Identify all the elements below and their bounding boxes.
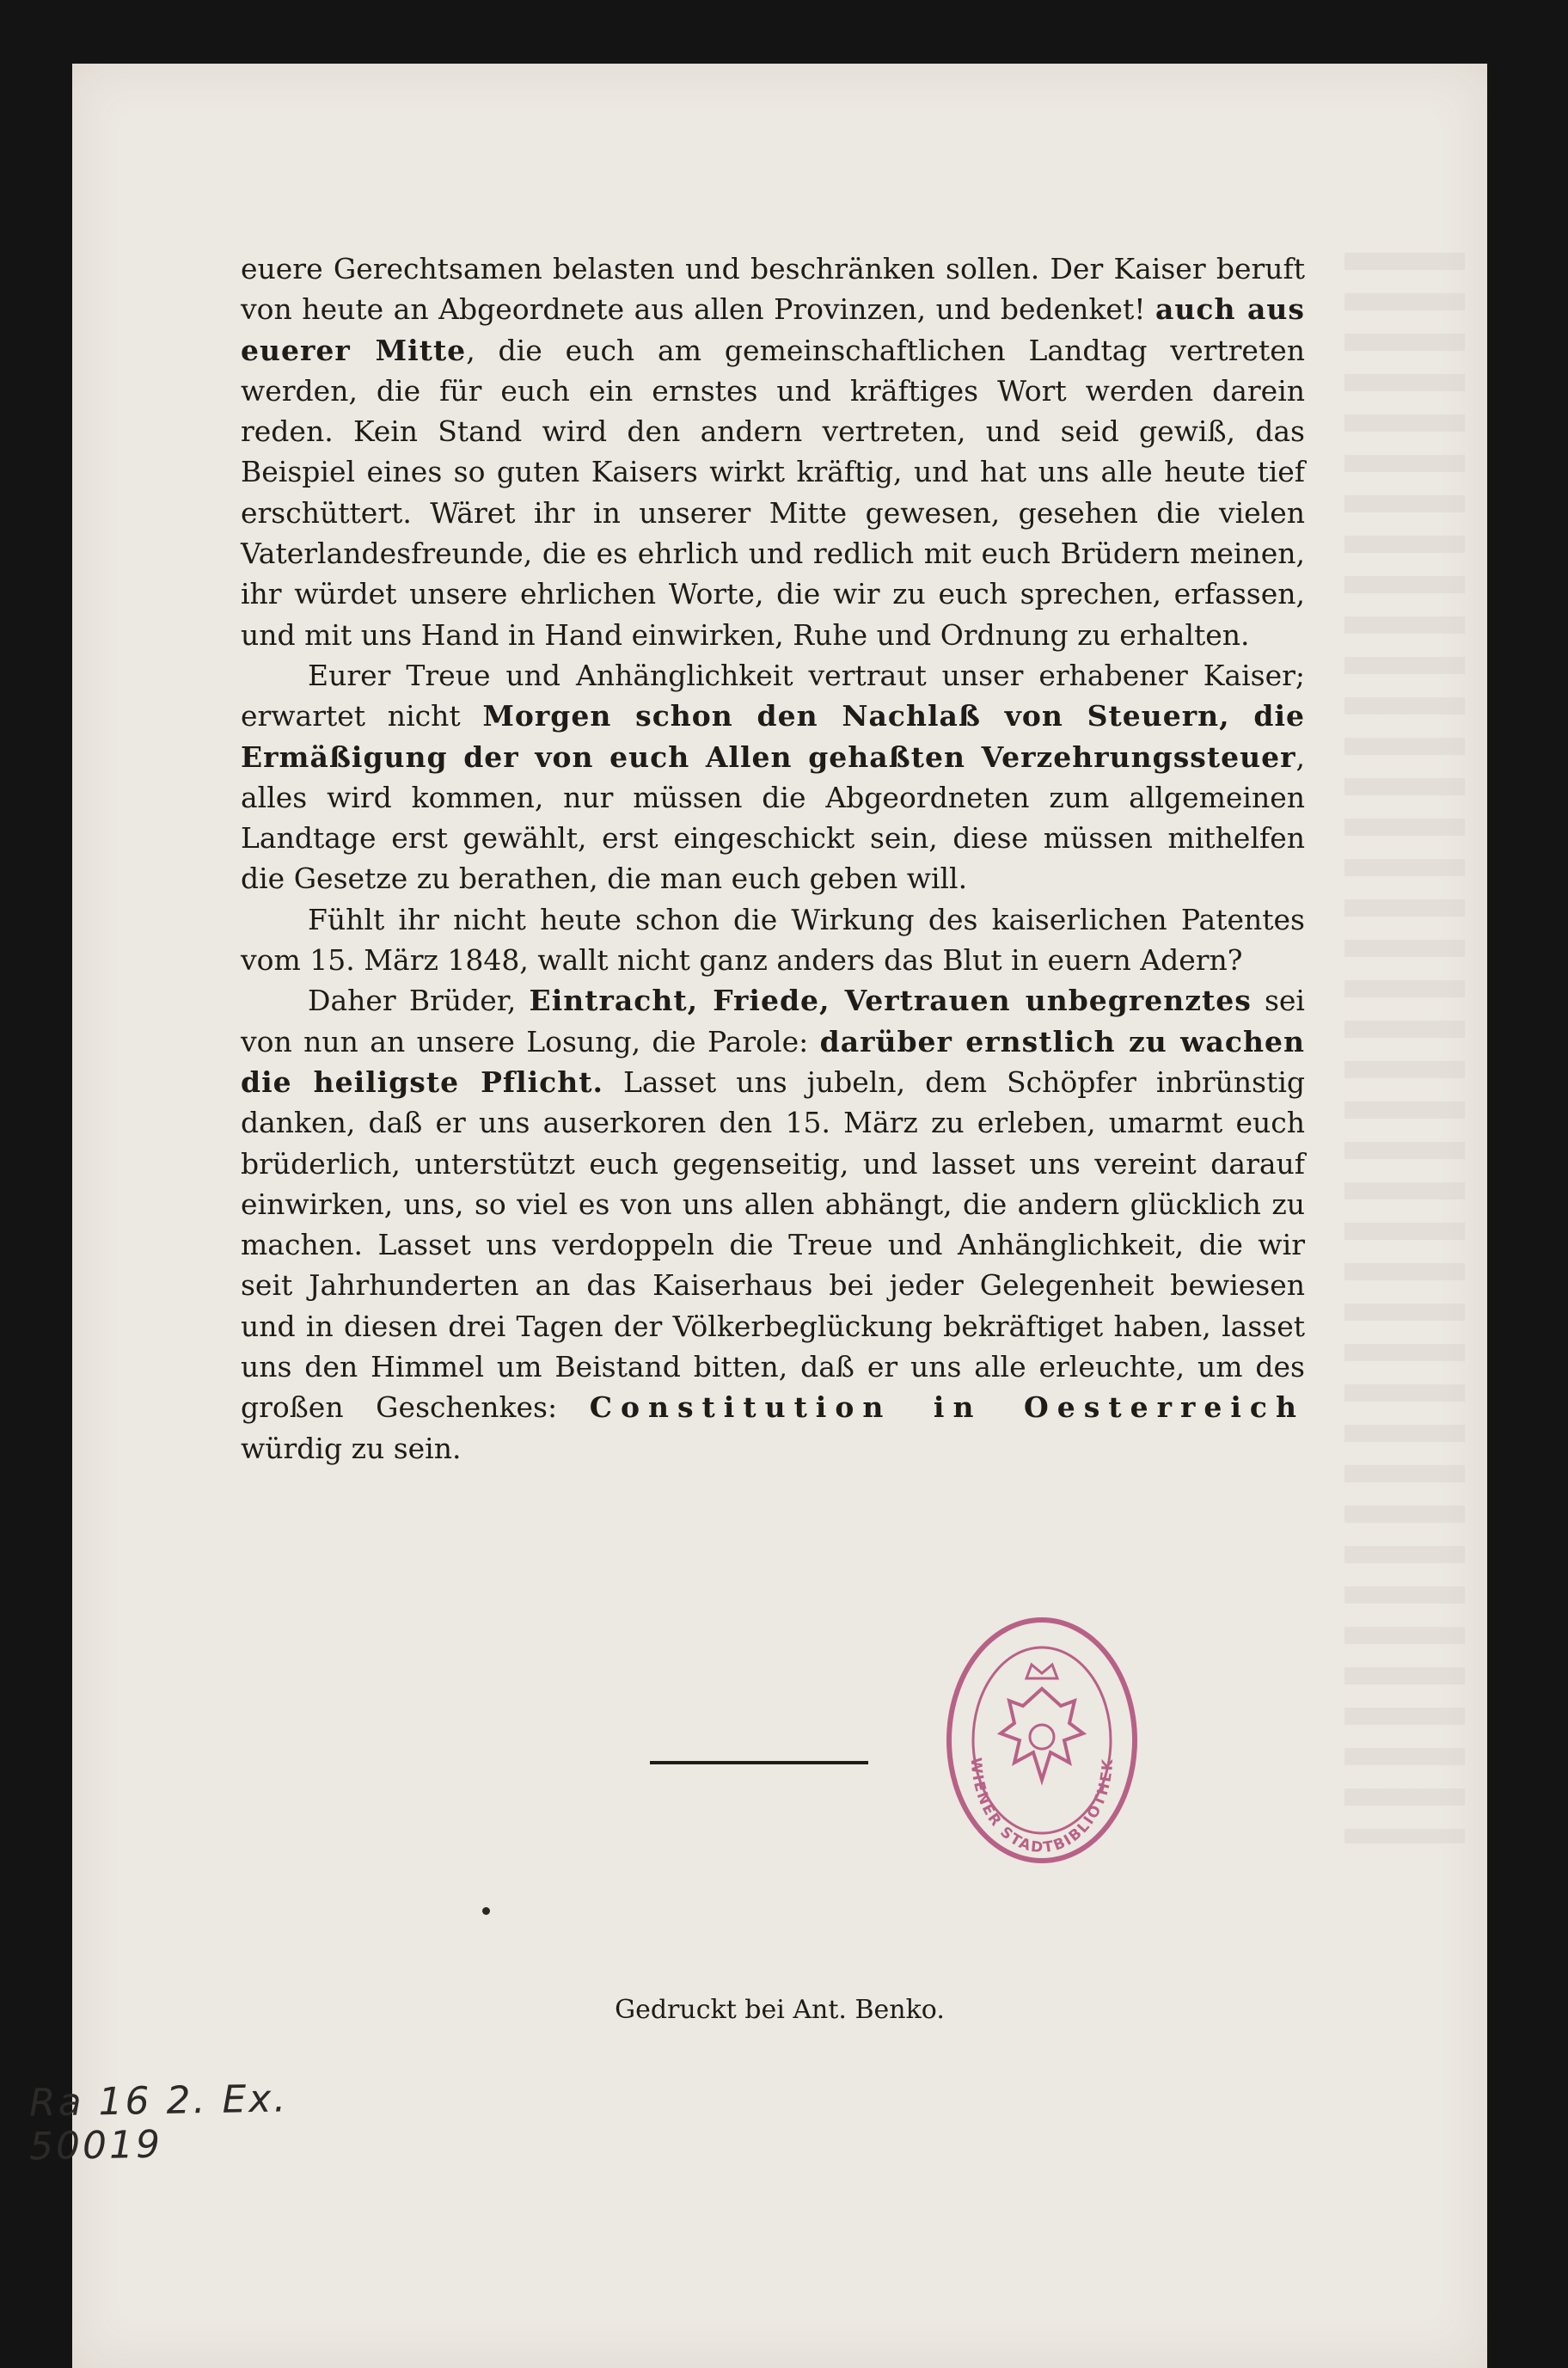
paragraph-2 xyxy=(241,655,1305,899)
paragraph-4-text-3: Lasset uns jubeln, dem Schöpfer inbrünstig danken, daß er uns auserkoren den 15. März zu erleben, umarmt euch brüderlich, unterstützt euch gegenseitig, und lasset uns vereint darauf einwirken, uns, so viel es von uns allen abhängt, die andern glücklich zu machen. Lasset uns verdoppeln die Treue und Anhänglichkeit, die wir seit Jahrhunderten an das Kaiserhaus bei jeder Gelegenheit bewiesen und in diesen drei Tagen der Völkerbeglückung bekräftiget haben, lasset uns den Himmel um Beistand bitten, daß er uns alle erleuchte, um des großen Geschenkes: xyxy=(241,1064,1305,1425)
paragraph-3-text-1: Fühlt ihr nicht heute schon die Wirkung des kaiserlichen Patentes vom 15. März 1848, wallt nicht ganz anders das Blut in euern Adern? xyxy=(241,902,1305,978)
paragraph-2-emphasis: Morgen schon den Nachlaß von Steuern, die Ermäßigung der von euch Allen gehaßten Verzehrungssteuer xyxy=(241,699,1305,774)
paragraph-1-text-1: euere Gerechtsamen belasten und beschränken sollen. Der Kaiser beruft von heute an Abgeordnete aus allen Provinzen, und bedenket! xyxy=(241,252,1305,327)
manuscript-number: 50019 xyxy=(28,2122,163,2169)
paragraph-2-text-1: Eurer Treue und Anhänglichkeit vertraut unser erhabener Kaiser; erwartet nicht xyxy=(241,658,1305,733)
paragraph-4-emphasis-2: darüber ernstlich zu wachen die heiligste Pflicht. xyxy=(241,1024,1305,1099)
paragraph-4-text-1: Daher Brüder, xyxy=(308,984,530,1018)
stamp-text: WIENER STADTBIBLIOTHEK xyxy=(966,1757,1118,1857)
document-page xyxy=(72,64,1487,2368)
paragraph-4-text-2: sei von nun an unsere Losung, die Parole: xyxy=(241,984,1305,1058)
paragraph-4-text-4: würdig zu sein. xyxy=(241,1431,462,1465)
separator-rule xyxy=(650,1761,868,1764)
paragraph-3 xyxy=(241,899,1305,981)
printer-imprint: Gedruckt bei Ant. Benko. xyxy=(615,1995,945,2025)
show-through-bleed xyxy=(1344,253,1465,1843)
library-stamp-icon xyxy=(940,1611,1143,1869)
printed-sheet xyxy=(72,64,1487,2368)
ink-dot xyxy=(482,1907,490,1915)
paragraph-4-spaced-title: Constitution in Oesterreich xyxy=(589,1390,1305,1425)
paragraph-1-emphasis: auch aus euerer Mitte xyxy=(241,292,1305,367)
manuscript-shelfmark: Ra 16 2. Ex. xyxy=(28,2077,289,2126)
paragraph-4-emphasis-1: Eintracht, Friede, Vertrauen unbegrenztes xyxy=(529,984,1252,1018)
paragraph-2-text-2: , alles wird kommen, nur müssen die Abgeordneten zum allgemeinen Landtage erst gewählt, erst eingeschickt sein, diese müssen mithelfen die Gesetze zu berathen, die man euch geben will. xyxy=(241,739,1305,896)
body-text xyxy=(241,248,1305,1469)
paragraph-4 xyxy=(241,980,1305,1469)
paragraph-1-text-2: , die euch am gemeinschaftlichen Landtag vertreten werden, die für euch ein ernstes und kräftiges Wort werden darein reden. Kein Stand wird den andern vertreten, und seid gewiß, das Beispiel eines so guten Kaisers wirkt kräftig, und hat uns alle heute tief erschüttert. Wäret ihr in unserer Mitte gewesen, gesehen die vielen Vaterlandesfreunde, die es ehrlich und redlich mit euch Brüdern meinen, ihr würdet unsere ehrlichen Worte, die wir zu euch sprechen, erfassen, und mit uns Hand in Hand einwirken, Ruhe und Ordnung zu erhalten. xyxy=(241,333,1305,652)
paragraph-1 xyxy=(241,248,1305,655)
